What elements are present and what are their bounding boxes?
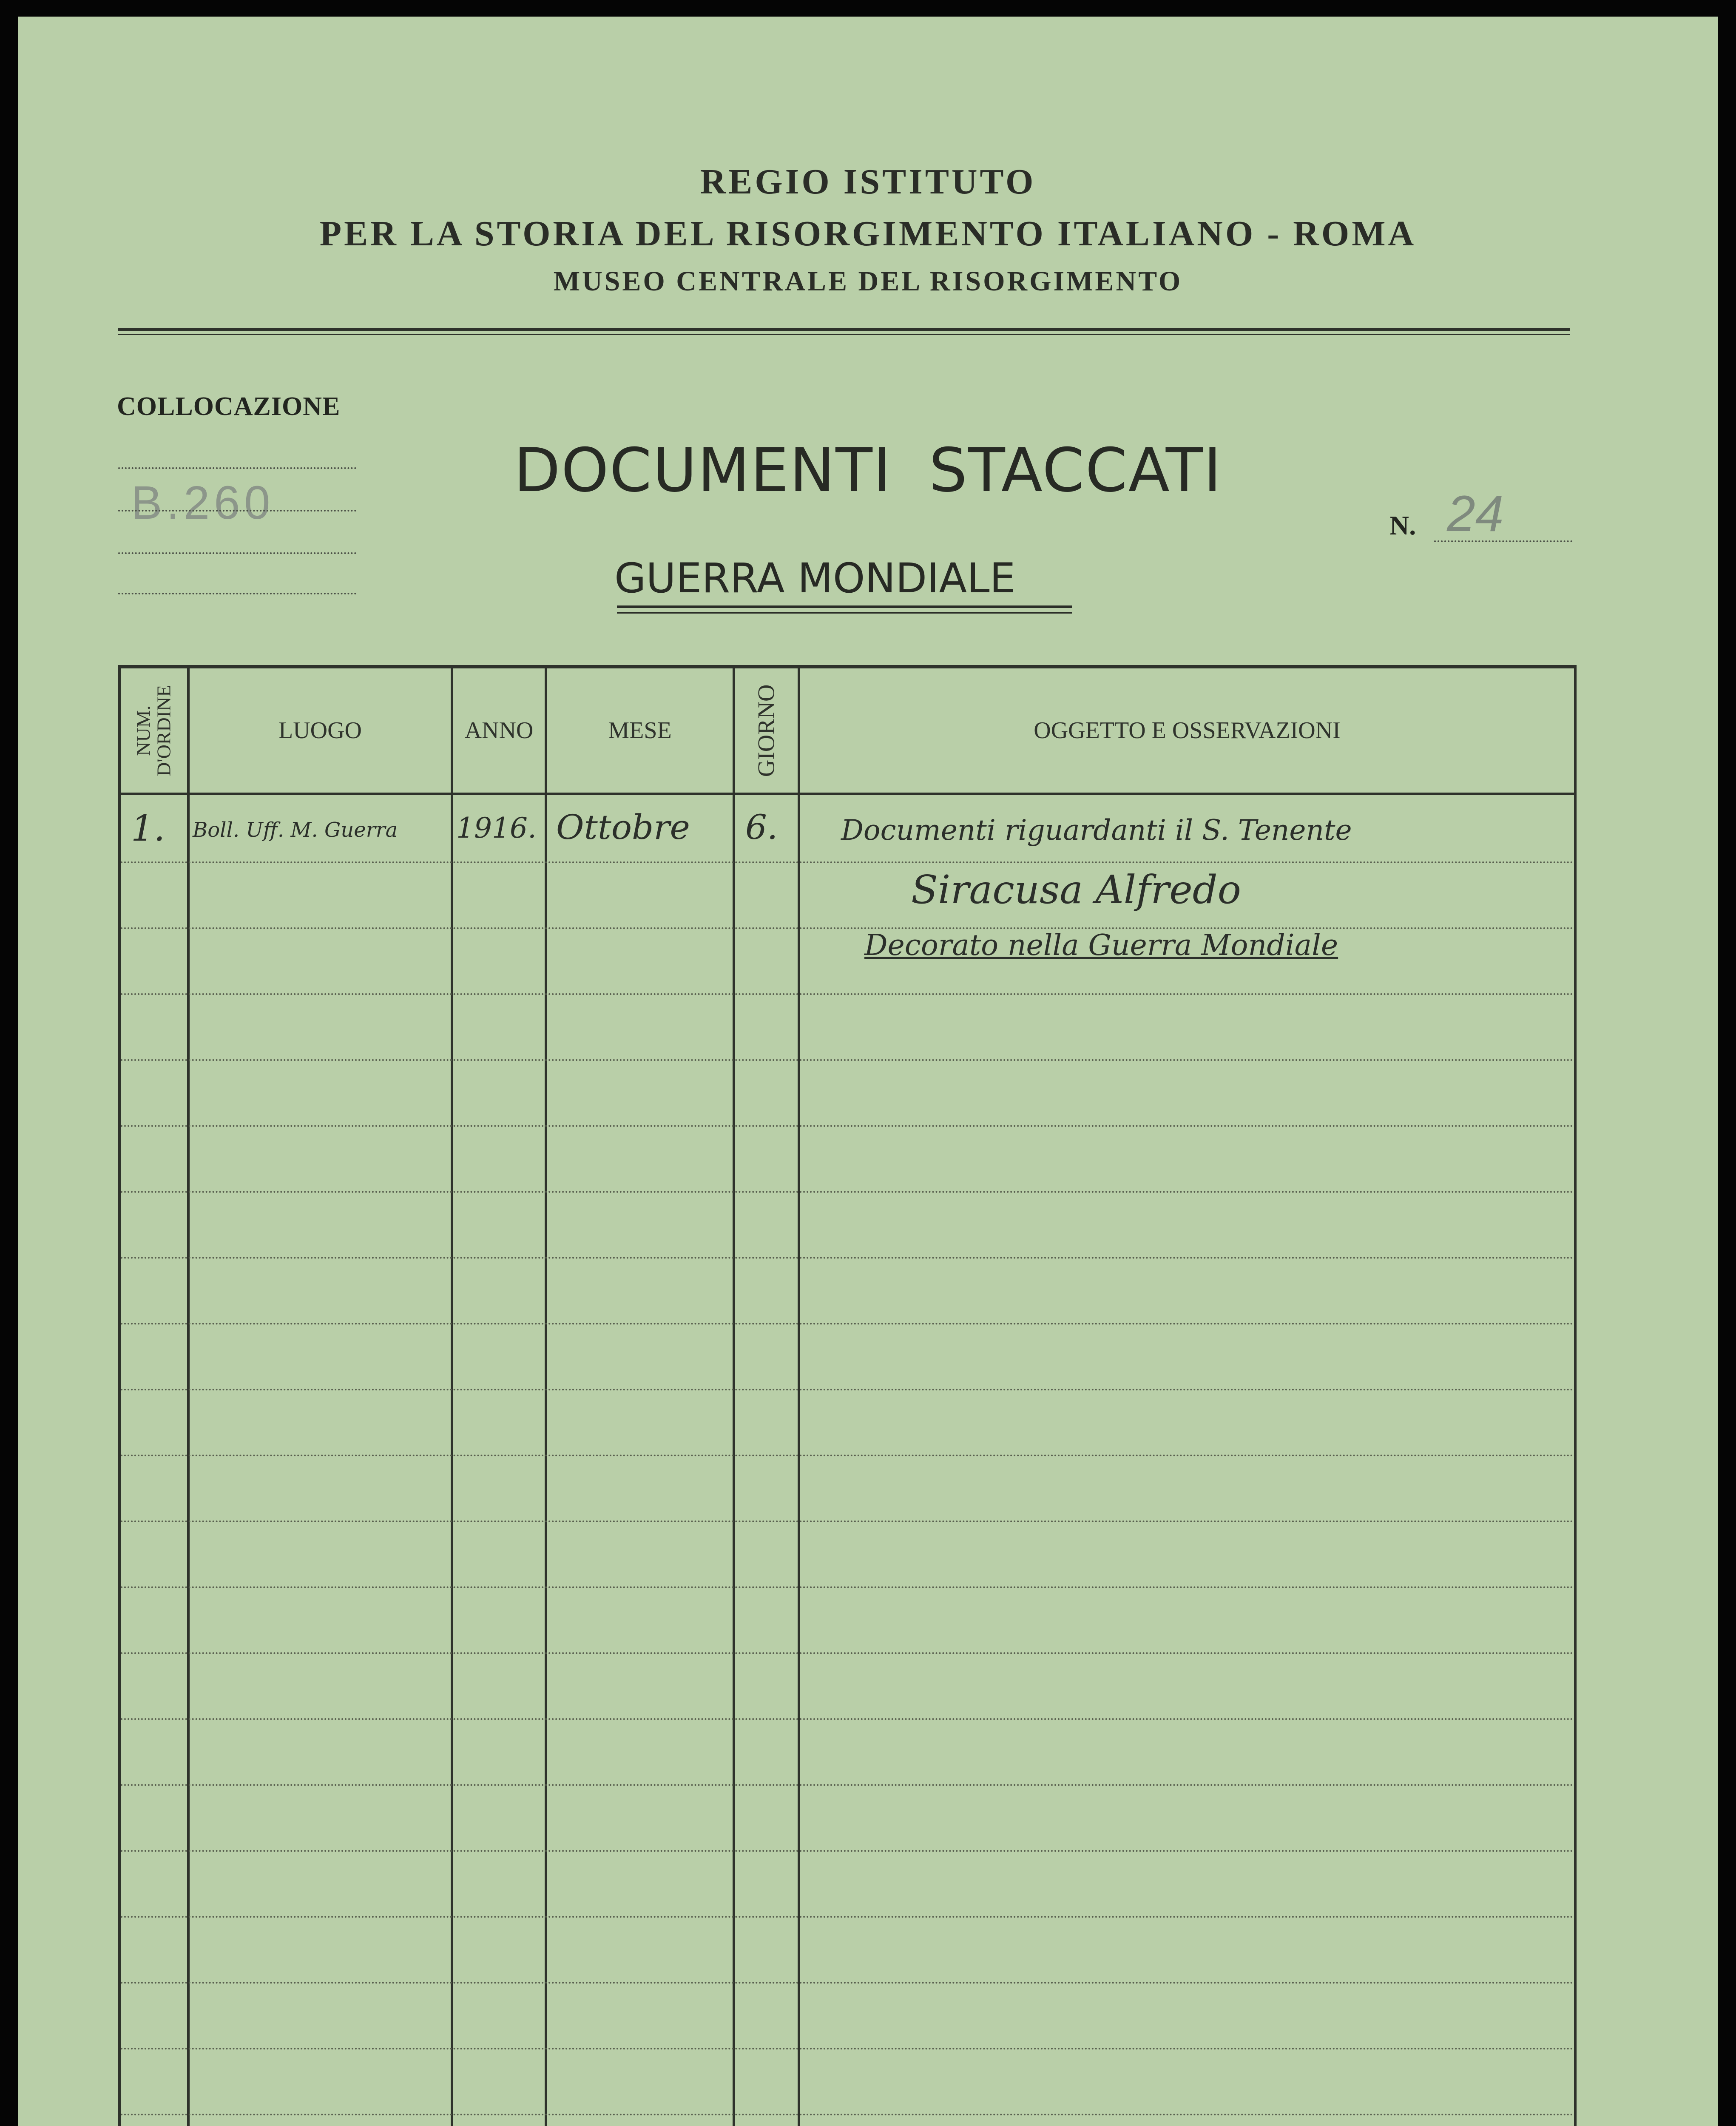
column-divider — [733, 665, 735, 2126]
entry-oggetto-line2: Siracusa Alfredo — [911, 867, 1241, 912]
row-line — [121, 1982, 1574, 1984]
header-rule-thin — [118, 334, 1570, 335]
row-line — [121, 1125, 1574, 1127]
collocazione-dotted-line — [118, 552, 356, 554]
table-top-border — [118, 665, 1577, 668]
collocazione-dotted-line — [118, 593, 356, 594]
museum-name: MUSEO CENTRALE DEL RISORGIMENTO — [553, 266, 1183, 297]
column-header-num — [121, 668, 187, 793]
row-line — [121, 1323, 1574, 1324]
row-line — [121, 1389, 1574, 1390]
row-line — [121, 1059, 1574, 1061]
column-divider — [187, 665, 190, 2126]
column-divider — [451, 665, 453, 2126]
entry-giorno: 6. — [745, 807, 778, 847]
row-line — [121, 1916, 1574, 1918]
row-line — [121, 1257, 1574, 1259]
row-line — [121, 2048, 1574, 2049]
row-line — [121, 1784, 1574, 1786]
number-value: 24 — [1447, 485, 1504, 542]
row-line — [121, 2114, 1574, 2115]
row-line — [121, 861, 1574, 863]
collocazione-value: B.260 — [131, 477, 275, 529]
institute-subtitle: PER LA STORIA DEL RISORGIMENTO ITALIANO - ROMA — [319, 214, 1417, 253]
column-divider — [1574, 665, 1577, 2126]
row-line — [121, 1521, 1574, 1522]
entry-anno: 1916. — [456, 812, 537, 844]
register-table — [118, 665, 1577, 2126]
document-subtitle: GUERRA MONDIALE — [614, 554, 1016, 602]
collocazione-label: COLLOCAZIONE — [117, 392, 341, 421]
row-line — [121, 927, 1574, 929]
column-divider — [118, 665, 121, 2126]
header-rule-thick — [118, 328, 1570, 331]
document-sheet — [18, 17, 1718, 2126]
entry-luogo: Boll. Uff. M. Guerra — [193, 818, 398, 842]
column-header-oggetto: OGGETTO E OSSERVAZIONI — [1034, 717, 1341, 744]
entry-oggetto-line3: Decorato nella Guerra Mondiale — [864, 929, 1338, 962]
row-line — [121, 1455, 1574, 1456]
collocazione-dotted-line — [118, 510, 356, 512]
document-title: DOCUMENTI STACCATI — [514, 435, 1222, 506]
institute-name: REGIO ISTITUTO — [700, 162, 1036, 202]
column-header-num-label: NUM. D'ORDINE — [132, 685, 175, 776]
number-label: N. — [1389, 510, 1416, 540]
table-header-border — [118, 793, 1577, 795]
column-divider — [798, 665, 800, 2126]
subtitle-underline — [617, 612, 1072, 614]
number-dotted-line — [1434, 540, 1572, 542]
column-header-anno: ANNO — [464, 717, 534, 744]
row-line — [121, 1718, 1574, 1720]
column-header-mese: MESE — [608, 717, 672, 744]
column-header-giorno-label: GIORNO — [753, 684, 780, 777]
row-line — [121, 1586, 1574, 1588]
subtitle-underline — [617, 605, 1072, 608]
row-line — [121, 993, 1574, 995]
row-line — [121, 1191, 1574, 1193]
column-divider — [545, 665, 547, 2126]
entry-mese: Ottobre — [556, 807, 690, 847]
column-header-luogo: LUOGO — [278, 717, 362, 744]
column-header-giorno — [735, 668, 798, 793]
row-line — [121, 1850, 1574, 1852]
row-line — [121, 1652, 1574, 1654]
entry-oggetto-line1: Documenti riguardanti il S. Tenente — [841, 814, 1352, 847]
entry-num: 1. — [131, 807, 165, 849]
